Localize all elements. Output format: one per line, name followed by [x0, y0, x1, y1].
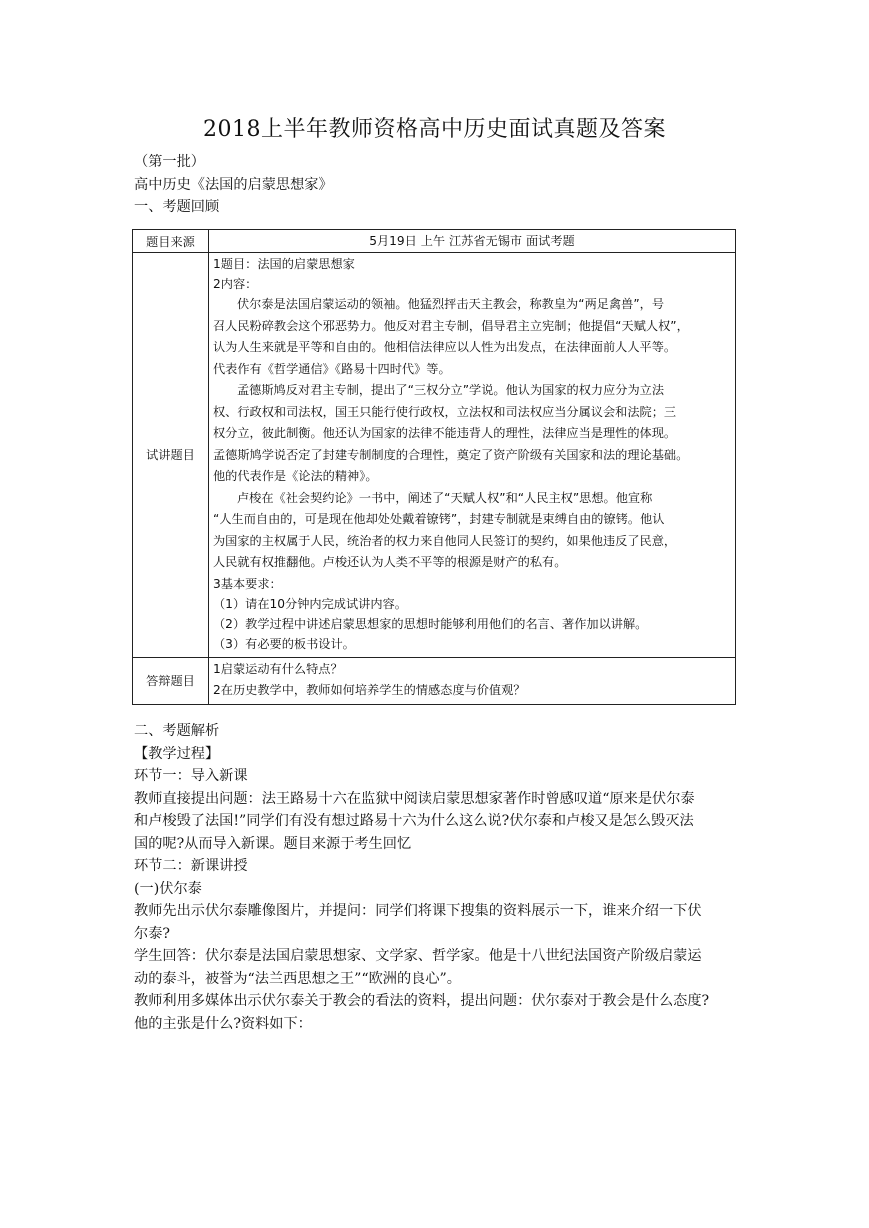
- subject-line: 高中历史《法国的启蒙思想家》: [134, 177, 333, 193]
- question-table: [132, 229, 736, 705]
- table-row: [133, 253, 736, 658]
- text-line: 孟德斯鸠反对君主专制，提出了“三权分立”学说。他认为国家的权力应分为立法: [237, 383, 665, 397]
- paragraph-line: 他的主张是什么?资料如下：: [134, 1015, 312, 1032]
- label-cell: 题目来源: [133, 230, 209, 253]
- paragraph-line: 教师先出示伏尔泰雕像图片，并提问：同学们将课下搜集的资料展示一下，谁来介绍一下伏: [134, 903, 702, 919]
- label-cell: 试讲题目: [133, 253, 209, 658]
- paragraph-line: 教师直接提出问题：法王路易十六在监狱中阅读启蒙思想家著作时曾感叹道“原来是伏尔泰: [134, 790, 695, 807]
- text-line: 孟德斯鸠学说否定了封建专制制度的合理性，奠定了资产阶级有关国家和法的理论基础。: [213, 447, 689, 462]
- text-line: （3）有必要的板书设计。: [213, 636, 355, 651]
- text-line: 他的代表作是《论法的精神》。: [213, 469, 378, 483]
- value-cell: 5月19日 上午 江苏省无锡市 面试考题: [209, 230, 736, 253]
- paragraph-line: 环节二：新课讲授: [134, 858, 248, 874]
- paragraph-line: (一)伏尔泰: [134, 880, 202, 897]
- document-title: 2018上半年教师资格高中历史面试真题及答案: [203, 117, 666, 142]
- batch-label: （第一批）: [134, 154, 205, 170]
- text-line: 卢梭在《社会契约论》一书中，阐述了“天赋人权”和“人民主权”思想。他宣称: [237, 490, 653, 505]
- content-cell: [209, 253, 736, 658]
- table-row: [133, 230, 736, 253]
- text-line: 3基本要求：: [213, 576, 282, 591]
- text-line: （2）教学过程中讲述启蒙思想家的思想时能够利用他们的名言、著作加以讲解。: [213, 616, 648, 631]
- text-line: 1启蒙运动有什么特点？: [213, 661, 343, 676]
- paragraph-line: 环节一：导入新课: [134, 768, 248, 784]
- label-cell: 答辩题目: [133, 657, 209, 704]
- content-cell: [209, 657, 736, 704]
- text-line: 认为人生来就是平等和自由的。他相信法律应以人性为出发点，在法律面前人人平等。: [213, 340, 677, 354]
- table-row: [133, 657, 736, 704]
- paragraph-line: 教师利用多媒体出示伏尔泰关于教会的看法的资料，提出问题：伏尔泰对于教会是什么态度?: [134, 993, 710, 1009]
- subheading: 【教学过程】: [134, 745, 220, 762]
- text-line: 权、行政权和司法权，国王只能行使行政权，立法权和司法权应当分属议会和法院；三: [213, 404, 677, 419]
- text-line: （1）请在10分钟内完成试讲内容。: [213, 596, 407, 611]
- text-line: 人民就有权推翻他。卢梭还认为人类不平等的根源是财产的私有。: [213, 555, 567, 569]
- paragraph-line: 学生回答：伏尔泰是法国启蒙思想家、文学家、哲学家。他是十八世纪法国资产阶级启蒙运: [134, 948, 702, 964]
- paragraph-line: 和卢梭毁了法国!”同学们有没有想过路易十六为什么这么说?伏尔泰和卢梭又是怎么毁灭法: [134, 813, 694, 829]
- text-line: 代表作有《哲学通信》《路易十四时代》等。: [213, 361, 451, 376]
- text-line: 2内容：: [213, 277, 258, 291]
- text-line: 权分立，彼此制衡。他还认为国家的法律不能违背人的理性，法律应当是理性的体现。: [213, 426, 677, 440]
- text-line: “人生而自由的，可是现在他却处处戴着镣铐”，封建专制就是束缚自由的镣铐。他认: [213, 512, 665, 526]
- analysis-section: [134, 720, 744, 1035]
- paragraph-line: 动的泰斗，被誉为“法兰西思想之王”“欧洲的良心”。: [134, 970, 461, 987]
- text-line: 1题目：法国的启蒙思想家: [213, 257, 355, 271]
- text-line: 召人民粉碎教会这个邪恶势力。他反对君主专制，倡导君主立宪制；他提倡“天赋人权”，: [213, 318, 689, 333]
- paragraph-line: 尔泰?: [134, 925, 170, 942]
- text-line: 为国家的主权属于人民，统治者的权力来自他同人民签订的契约，如果他违反了民意，: [213, 533, 677, 548]
- section-heading-1: 一、考题回顾: [134, 199, 220, 215]
- section-heading-2: 二、考题解析: [134, 723, 220, 739]
- text-line: 伏尔泰是法国启蒙运动的领袖。他猛烈抨击天主教会，称教皇为“两足禽兽”，号: [237, 297, 665, 311]
- paragraph-line: 国的呢?从而导入新课。题目来源于考生回忆: [134, 835, 412, 852]
- text-line: 2在历史教学中，教师如何培养学生的情感态度与价值观？: [213, 683, 526, 697]
